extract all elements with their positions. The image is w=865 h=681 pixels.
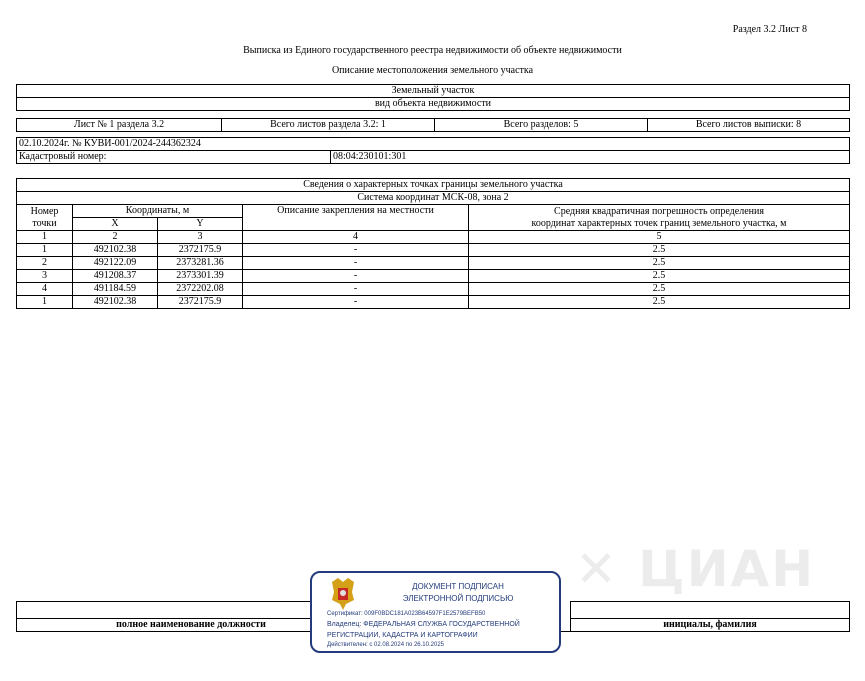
electronic-signature-stamp [310,571,561,653]
total-extract-sheets: Всего листов выписки: 8 [648,119,850,132]
col-x: X [73,218,158,231]
column-index-row: 1 2 3 4 5 [17,231,850,244]
table-row: 1 492102.38 2372175.9 - 2.5 [17,296,850,309]
coat-of-arms-icon [328,576,358,614]
points-table-title: Сведения о характерных точках границы земельного участка [17,179,850,192]
total-section-sheets: Всего листов раздела 3.2: 1 [222,119,435,132]
col-description: Описание закрепления на местности [243,205,469,231]
sheet-info-table [16,118,850,132]
col-coordinates: Координаты, м [73,205,243,218]
boundary-points-table [16,178,850,309]
name-field [571,602,850,619]
object-type-caption: вид объекта недвижимости [17,98,850,111]
stamp-certificate: Сертификат: 009F0BDC181A023B64597F1E2579BEFB50 [327,611,486,617]
cadastral-label: Кадастровый номер: [17,151,331,164]
document-title: Выписка из Единого государственного реестра недвижимости об объекте недвижимости [243,45,622,56]
object-type: Земельный участок [17,85,850,98]
table-row: 3 491208.37 2373301.39 - 2.5 [17,270,850,283]
coordinate-system: Система координат МСК-08, зона 2 [17,192,850,205]
cadastral-number: 08:04:230101:301 [331,151,850,164]
section-sheet-label: Раздел 3.2 Лист 8 [732,24,807,35]
stamp-validity: Действителен: с 02.08.2024 по 26.10.2025 [327,642,444,648]
table-row: 4 491184.59 2372202.08 - 2.5 [17,283,850,296]
table-row: 1 492102.38 2372175.9 - 2.5 [17,244,850,257]
sheet-number: Лист № 1 раздела 3.2 [17,119,222,132]
position-caption: полное наименование должности [17,619,366,632]
table-row: 2 492122.09 2373281.36 - 2.5 [17,257,850,270]
col-y: Y [158,218,243,231]
object-type-table [16,84,850,111]
stamp-owner: Владелец: ФЕДЕРАЛЬНАЯ СЛУЖБА ГОСУДАРСТВЕННОЙ [327,621,520,628]
stamp-owner-cont: РЕГИСТРАЦИИ, КАДАСТРА И КАРТОГРАФИИ [327,632,478,639]
col-error: Средняя квадратичная погрешность определения координат характерных точек границ земельного участка, м [469,205,850,231]
document-subtitle: Описание местоположения земельного участка [331,65,534,76]
col-point-number: Номер точки [17,205,73,231]
total-sections: Всего разделов: 5 [435,119,648,132]
doc-info-table [16,137,850,164]
date-number: 02.10.2024г. № КУВИ-001/2024-244362324 [17,138,850,151]
name-caption: инициалы, фамилия [571,619,850,632]
stamp-heading: ДОКУМЕНТ ПОДПИСАН ЭЛЕКТРОННОЙ ПОДПИСЬЮ [402,582,514,603]
watermark-logo: ✕ ЦИАН [575,540,816,598]
